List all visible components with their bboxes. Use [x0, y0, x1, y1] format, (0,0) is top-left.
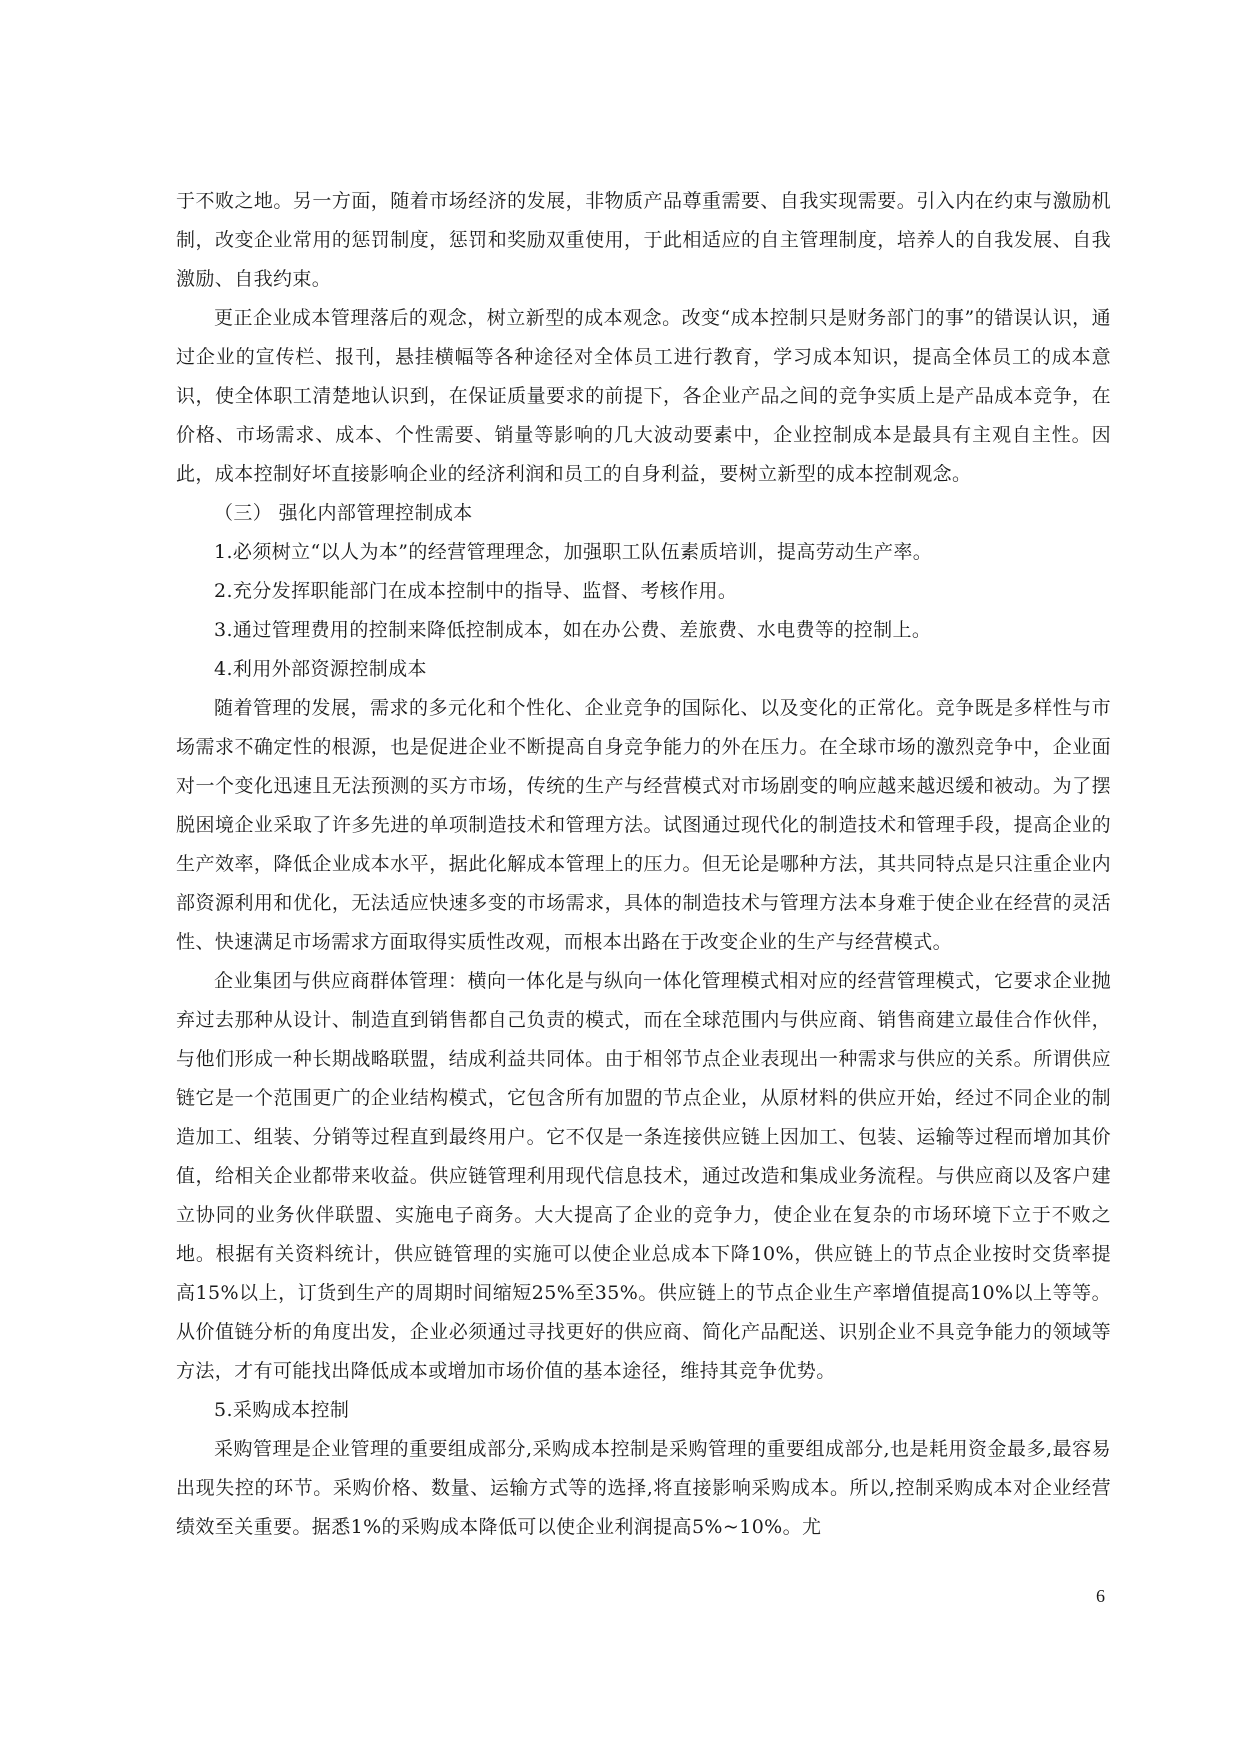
list-item: 1.必须树立“以人为本”的经营管理理念，加强职工队伍素质培训，提高劳动生产率。 [214, 541, 933, 563]
page-number: 6 [1096, 1586, 1105, 1606]
paragraph: 更正企业成本管理落后的观念，树立新型的成本观念。改变“成本控制只是财务部门的事”的错误认识，通过企业的宣传栏、报刊，悬挂横幅等各种途径对全体员工进行教育，学习成本知识，提高全体员工的成本意识，使全体职工清楚地认识到，在保证质量要求的前提下，各企业产品之间的竞争实质上是产品成本竞争，在价格、市场需求、成本、个性需要、销量等影响的几大波动要素中，企业控制成本是最具有主观自主性。因此，成本控制好坏直接影响企业的经济利润和员工的自身利益，要树立新型的成本控制观念。 [176, 307, 1111, 485]
list-item: 4.利用外部资源控制成本 [214, 658, 427, 680]
section-heading: （三） 强化内部管理控制成本 [214, 502, 473, 524]
paragraph: 随着管理的发展，需求的多元化和个性化、企业竞争的国际化、以及变化的正常化。竞争既是多样性与市场需求不确定性的根源，也是促进企业不断提高自身竞争能力的外在压力。在全球市场的激烈竞争中，企业面对一个变化迅速且无法预测的买方市场，传统的生产与经营模式对市场剧变的响应越来越迟缓和被动。为了摆脱困境企业采取了许多先进的单项制造技术和管理方法。试图通过现代化的制造技术和管理手段，提高企业的生产效率，降低企业成本水平，据此化解成本管理上的压力。但无论是哪种方法，其共同特点是只注重企业内部资源利用和优化，无法适应快速多变的市场需求，具体的制造技术与管理方法本身难于使企业在经营的灵活性、快速满足市场需求方面取得实质性改观，而根本出路在于改变企业的生产与经营模式。 [176, 697, 1111, 953]
paragraph: 采购管理是企业管理的重要组成部分,采购成本控制是采购管理的重要组成部分,也是耗用资金最多,最容易出现失控的环节。采购价格、数量、运输方式等的选择,将直接影响采购成本。所以,控制采购成本对企业经营绩效至关重要。据悉1%的采购成本降低可以使企业利润提高5%~10%。尤 [176, 1438, 1111, 1538]
list-item: 2.充分发挥职能部门在成本控制中的指导、监督、考核作用。 [214, 580, 738, 602]
list-item: 5.采购成本控制 [214, 1399, 350, 1421]
paragraph: 于不败之地。另一方面，随着市场经济的发展，非物质产品尊重需要、自我实现需要。引入内在约束与激励机制，改变企业常用的惩罚制度，惩罚和奖励双重使用，于此相适应的自主管理制度，培养人的自我发展、自我激励、自我约束。 [176, 190, 1111, 290]
page-body [176, 182, 1111, 1547]
paragraph: 企业集团与供应商群体管理：横向一体化是与纵向一体化管理模式相对应的经营管理模式，它要求企业抛弃过去那种从设计、制造直到销售都自己负责的模式，而在全球范围内与供应商、销售商建立最佳合作伙伴，与他们形成一种长期战略联盟，结成利益共同体。由于相邻节点企业表现出一种需求与供应的关系。所谓供应链它是一个范围更广的企业结构模式，它包含所有加盟的节点企业，从原材料的供应开始，经过不同企业的制造加工、组装、分销等过程直到最终用户。它不仅是一条连接供应链上因加工、包装、运输等过程而增加其价值，给相关企业都带来收益。供应链管理利用现代信息技术，通过改造和集成业务流程。与供应商以及客户建立协同的业务伙伴联盟、实施电子商务。大大提高了企业的竞争力，使企业在复杂的市场环境下立于不败之地。根据有关资料统计，供应链管理的实施可以使企业总成本下降10%，供应链上的节点企业按时交货率提高15%以上，订货到生产的周期时间缩短25%至35%。供应链上的节点企业生产率增值提高10%以上等等。从价值链分析的角度出发，企业必须通过寻找更好的供应商、简化产品配送、识别企业不具竞争能力的领域等方法，才有可能找出降低成本或增加市场价值的基本途径，维持其竞争优势。 [176, 970, 1111, 1382]
list-item: 3.通过管理费用的控制来降低控制成本，如在办公费、差旅费、水电费等的控制上。 [214, 619, 932, 641]
